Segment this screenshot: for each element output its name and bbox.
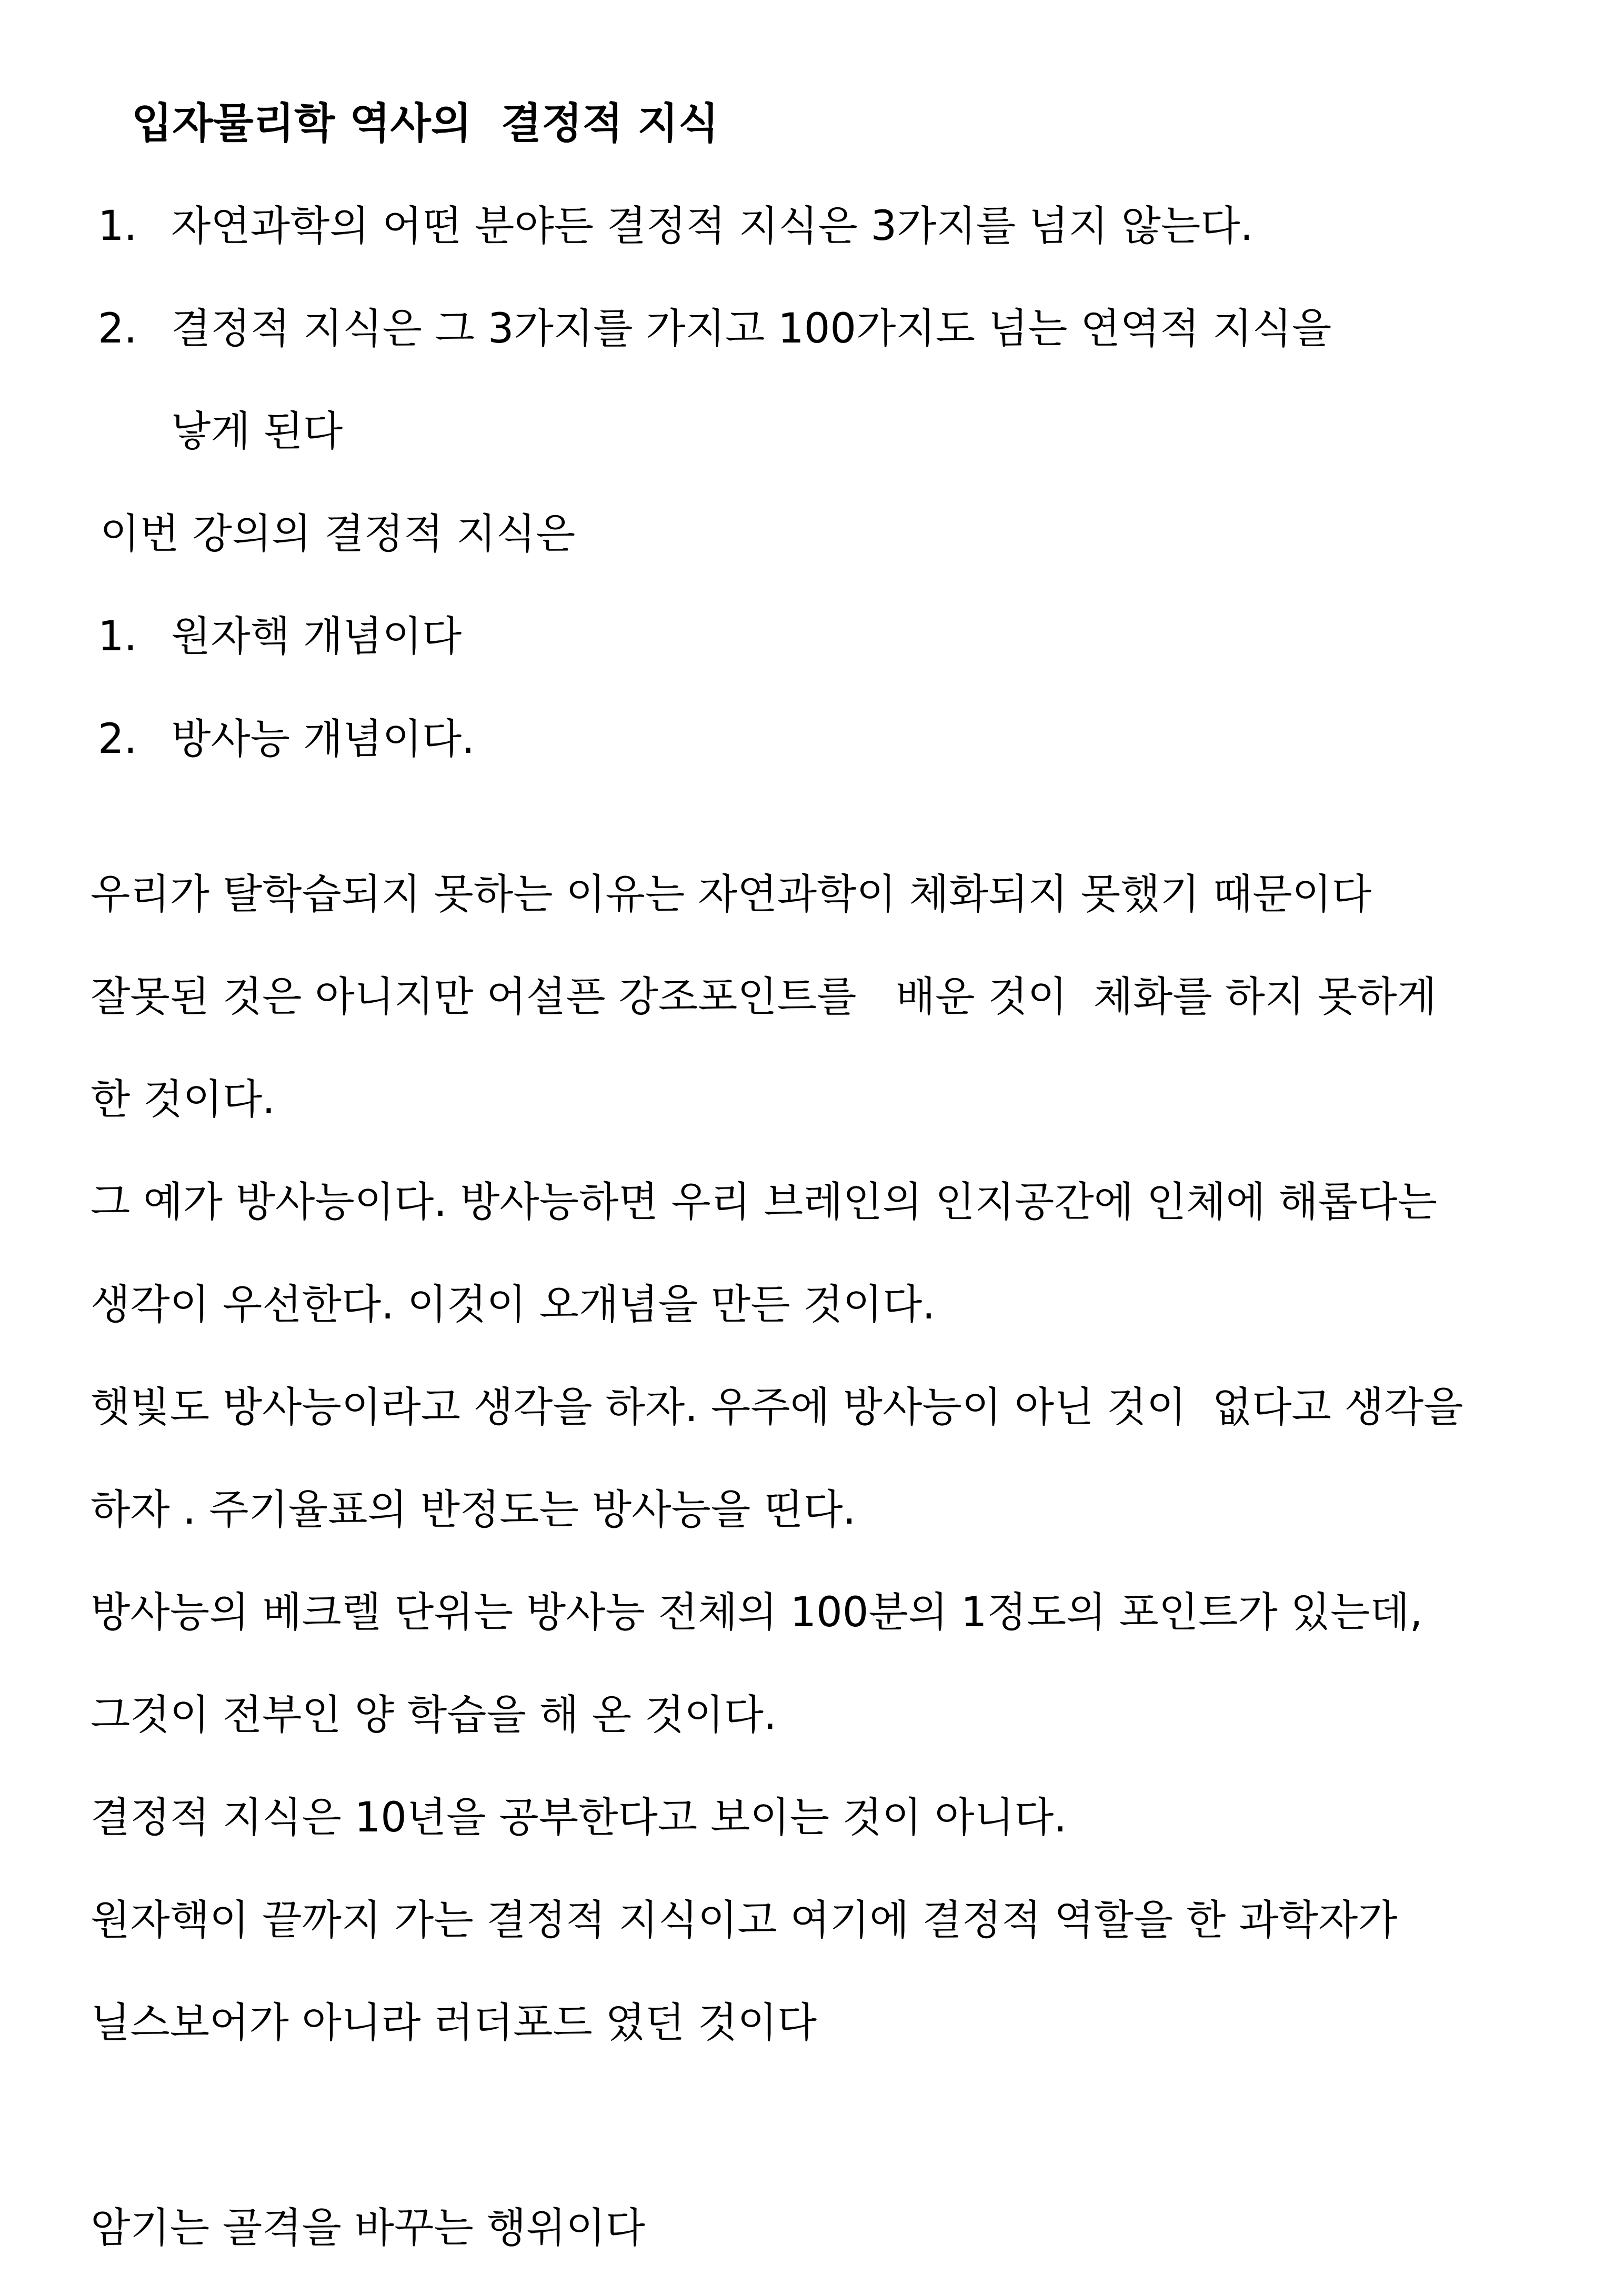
body-line: 원자핵이 끝까지 가는 결정적 지식이고 여기에 결정적 역할을 한 과학자가	[91, 1897, 1398, 1944]
body-line: 생각이 우선한다. 이것이 오개념을 만든 것이다.	[91, 1281, 936, 1328]
intro-list-item: 결정적 지식은 그 3가지를 가지고 100가지도 넘는 연역적 지식을	[171, 305, 1332, 353]
body-line: 하자 . 주기율표의 반정도는 방사능을 띤다.	[91, 1486, 856, 1534]
body-line: 닐스보어가 아니라 러더포드 였던 것이다	[91, 1999, 817, 2047]
intro-list-number: 1.	[98, 203, 137, 250]
lecture-list-item: 원자핵 개념이다	[171, 613, 462, 660]
body-line: 한 것이다.	[91, 1076, 275, 1123]
lecture-heading: 이번 강의의 결정적 지식은	[100, 510, 576, 558]
body-line: 그 예가 방사능이다. 방사능하면 우리 브레인의 인지공간에 인체에 해롭다는	[91, 1179, 1437, 1226]
body-line: 잘못된 것은 아니지만 어설픈 강조포인트를 배운 것이 체화를 하지 못하게	[91, 973, 1437, 1021]
lecture-list-item: 방사능 개념이다.	[171, 716, 475, 763]
body-line: 방사능의 베크렐 단위는 방사능 전체의 100분의 1정도의 포인트가 있는데,	[91, 1589, 1423, 1636]
body-line: 햇빛도 방사능이라고 생각을 하자. 우주에 방사능이 아닌 것이 없다고 생각을	[91, 1384, 1463, 1431]
body-line: 우리가 탈학습되지 못하는 이유는 자연과학이 체화되지 못했기 때문이다	[91, 871, 1371, 918]
lecture-list-number: 2.	[98, 716, 137, 763]
lecture-list-number: 1.	[98, 613, 137, 660]
document-title: 입자물리학 역사의 결정적 지식	[132, 99, 719, 148]
intro-list-number: 2.	[98, 305, 137, 353]
intro-list-item: 자연과학의 어떤 분야든 결정적 지식은 3가지를 넘지 않는다.	[171, 203, 1254, 250]
closing-statement: 암기는 골격을 바꾸는 행위이다	[91, 2204, 645, 2252]
intro-list-item-continuation: 낳게 된다	[171, 408, 343, 455]
body-line: 결정적 지식은 10년을 공부한다고 보이는 것이 아니다.	[91, 1794, 1067, 1841]
body-line: 그것이 전부인 양 학습을 해 온 것이다.	[91, 1691, 777, 1739]
